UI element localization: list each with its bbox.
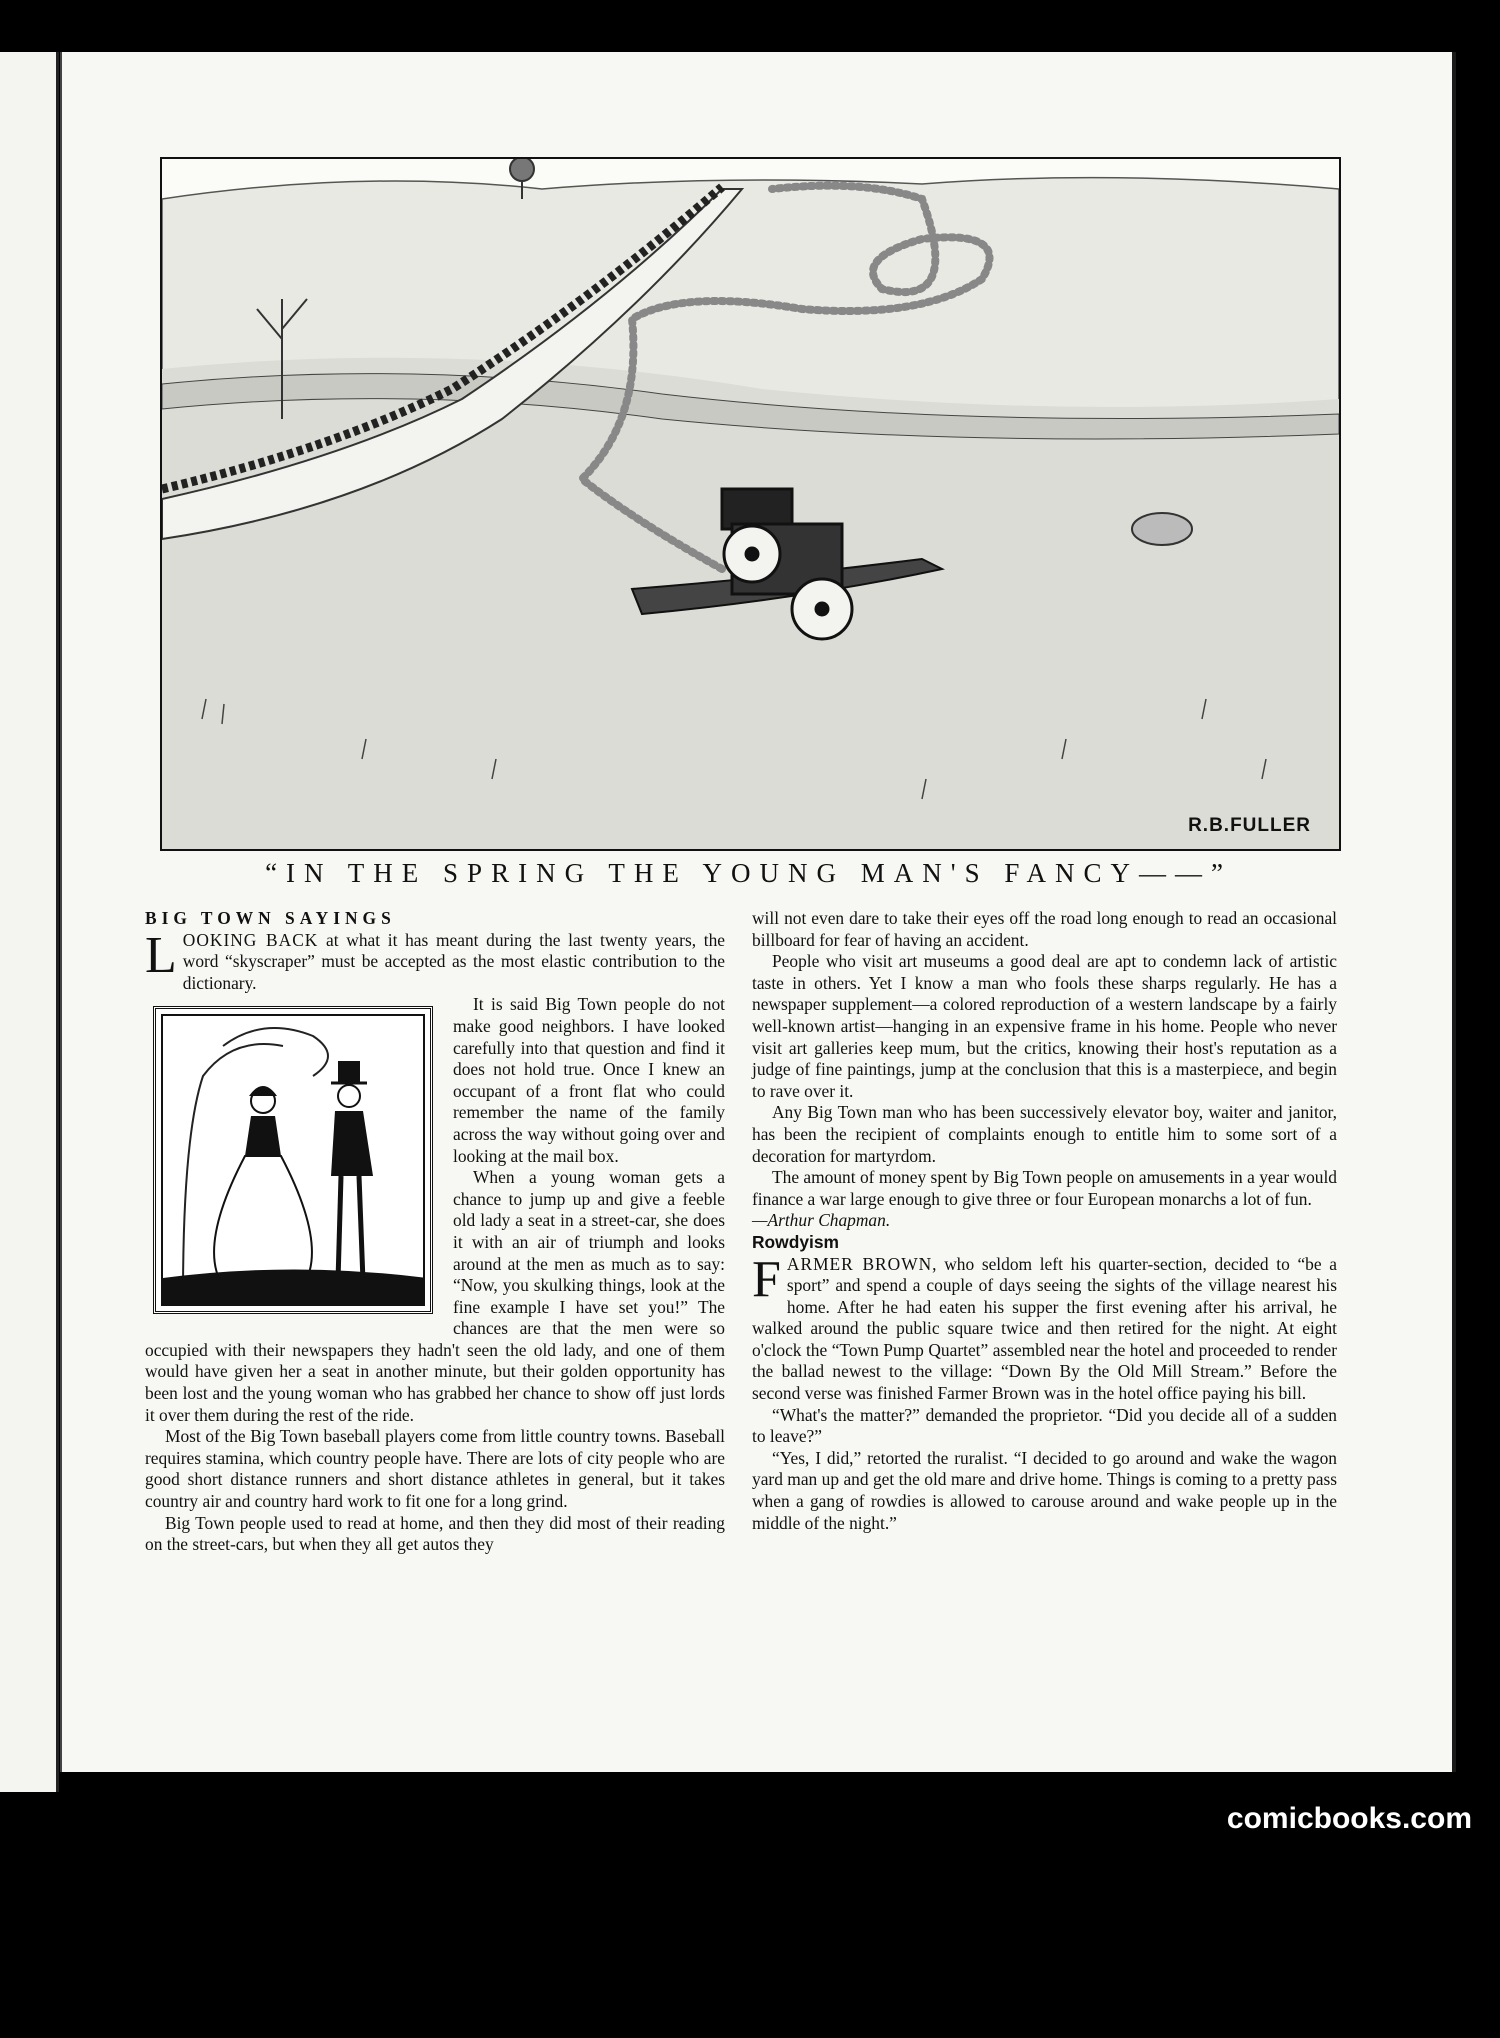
watermark: comicbooks.com (1226, 1802, 1472, 1835)
paragraph: Any Big Town man who has been successively elevator boy, waiter and janitor, has been the recipient of complaints enough to entitle him to some sort of a decoration for martyrdom. (752, 1102, 1337, 1166)
paragraph: The amount of money spent by Big Town people on amusements in a year would finance a war large enough to give three or four European monarchs a lot of fun. (752, 1167, 1337, 1209)
paragraph: “Yes, I did,” retorted the ruralist. “I decided to go around and wake the wagon yard man up and get the old mare and drive home. Things is coming to a pretty pass when a gang of rowdies is allowed to carouse around and wake people up in the middle of the night.” (752, 1447, 1337, 1533)
left-column (145, 908, 725, 2038)
article-intro: LOOKING BACK at what it has meant during the last twenty years, the word “skyscraper” must be accepted as the most elastic contribution to the dictionary. (145, 926, 725, 993)
paragraph: Most of the Big Town baseball players come from little country towns. Baseball requires stamina, which country people have. There are lots of city people who are good short distance runners and short distance athletes in general, but it takes country air and country hard work to fit one for a long grind. (145, 1426, 725, 1512)
article-heading-rowdyism: Rowdyism (752, 1231, 839, 1252)
drop-cap: F (752, 1250, 781, 1308)
paragraph: “What's the matter?” demanded the proprietor. “Did you decide all of a sudden to leave?” (752, 1404, 1337, 1447)
paragraph: Big Town people used to read at home, and then they did most of their reading on the street-cars, but when they all get autos they (145, 1512, 725, 1555)
author-signature: —Arthur Chapman. (752, 1210, 891, 1231)
lead-in: OOKING BACK (182, 929, 319, 950)
lead-in: ARMER BROWN (786, 1253, 933, 1274)
paragraph-continued: will not even dare to take their eyes off the road long enough to read an occasional billboard for fear of having an accident. (752, 908, 1337, 950)
article-heading: BIG TOWN SAYINGS (145, 908, 396, 928)
cartoon-illustration (160, 157, 1341, 851)
article-intro: FARMER BROWN, who seldom left his quarter-section, decided to “be a sport” and spend a couple of days seeing the sights of the village nearest his home. After he had eaten his supper the first evening after his arrival, he walked around the public square twice and then retired for the night. At eight o'clock the “Town Pump Quartet” assembled near the hotel and proceeded to render the ballad newest to the village: “Down By the Old Mill Stream.” Before the second verse was finished Farmer Brown was in the hotel office paying his bill. (752, 1250, 1337, 1404)
artist-signature: R.B.FULLER (1188, 815, 1311, 836)
couple-illustration (153, 1006, 433, 1314)
drop-cap: L (145, 926, 177, 984)
paragraph: When a young woman gets a chance to jump up and give a feeble old lady a seat in a street-car, she does it with an air of triumph and looks around at the men as much as to say: “Now, you skulking things, look at the fine example I have set you!” The chances are that the men were so occupied with their newspapers they hadn't seen the old lady, and one of them would have given her a seat in another minute, but their golden opportunity has been lost and the young woman who has grabbed her chance to show off just lords it over them during the rest of the ride. (145, 1167, 725, 1425)
paragraph: It is said Big Town people do not make good neighbors. I have looked carefully into that question and find it does not hold true. Once I knew an occupant of a front flat who could remember the name of the family across the way without going over and looking at the mail box. (453, 994, 725, 1166)
couple-drawing (163, 1016, 425, 1306)
paragraph: People who visit art museums a good deal are apt to condemn lack of artistic taste in others. Yet I know a man who fools these sharps regularly. He has a newspaper supplement—a colored reproduction of a western landscape by a fairly well-known artist—hanging in an expensive frame in his home. People who never visit art galleries keep mum, but the critics, knowing their host's reputation as a judge of fine paintings, jump at the conclusion that this is a masterpiece, and begin to rave over it. (752, 951, 1337, 1101)
right-column (752, 908, 1337, 2038)
left-page-edge (0, 52, 59, 1792)
landscape-drawing (162, 159, 1339, 849)
illustration-caption: “IN THE SPRING THE YOUNG MAN'S FANCY——” (265, 858, 1232, 888)
